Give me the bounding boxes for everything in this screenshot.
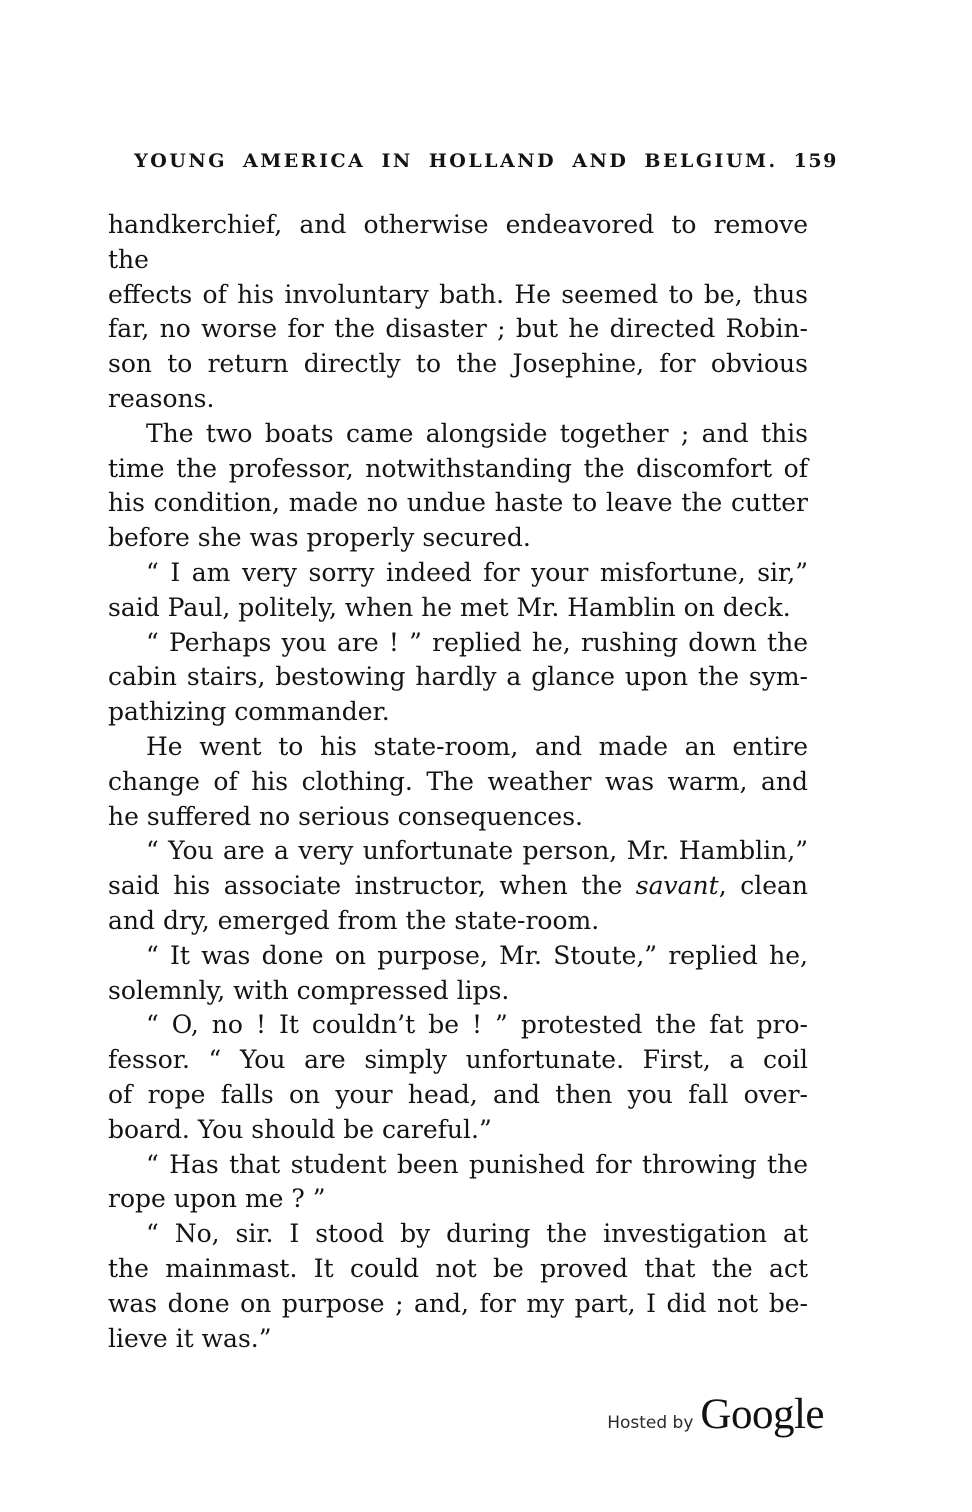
text-line: [108, 626, 808, 661]
text-segment: he suffered no serious consequences.: [108, 801, 583, 831]
text-segment: change of his clothing. The weather was warm, and: [108, 766, 808, 796]
text-segment: of rope falls on your head, and then you fall over-: [108, 1079, 808, 1109]
text-segment: pathizing commander.: [108, 697, 390, 727]
text-segment: The two boats came alongside together ; and this: [146, 418, 808, 448]
text-segment: was done on purpose ; and, for my part, I did not be-: [108, 1288, 808, 1318]
text-line: [108, 1287, 808, 1322]
text-segment: rope upon me ? ”: [108, 1184, 326, 1214]
text-line: [108, 1217, 808, 1252]
text-segment: , clean: [718, 871, 808, 901]
paragraph: [108, 626, 808, 730]
text-line: [108, 521, 808, 556]
text-segment: “ Has that student been punished for throwing the: [146, 1149, 808, 1179]
text-segment: the mainmast. It could not be proved that the act: [108, 1253, 808, 1283]
google-logo: Google: [700, 1391, 824, 1438]
text-segment: “ O, no ! It couldn’t be ! ” protested the fat pro-: [146, 1010, 808, 1040]
text-segment: effects of his involuntary bath. He seemed to be, thus: [108, 279, 808, 309]
text-line: [108, 904, 808, 939]
paragraph: [108, 834, 808, 938]
text-line: [108, 730, 808, 765]
text-block: [108, 208, 808, 1356]
paragraph: [108, 730, 808, 834]
text-segment: “ I am very sorry indeed for your misfortune, sir,”: [146, 557, 808, 587]
running-title: YOUNG AMERICA IN HOLLAND AND BELGIUM.: [134, 150, 778, 172]
text-line: [108, 486, 808, 521]
text-segment: lieve it was.”: [108, 1323, 272, 1353]
italic-text: savant: [635, 871, 719, 901]
text-line: [108, 208, 808, 278]
paragraph: [108, 1217, 808, 1356]
text-segment: “ It was done on purpose, Mr. Stoute,” replied he,: [146, 940, 808, 970]
text-line: [108, 1148, 808, 1183]
text-segment: time the professor, notwithstanding the discomfort of: [108, 453, 808, 483]
text-segment: cabin stairs, bestowing hardly a glance upon the sym-: [108, 662, 808, 692]
text-line: [108, 1113, 808, 1148]
text-line: [108, 278, 808, 313]
text-segment: his condition, made no undue haste to leave the cutter: [108, 488, 808, 518]
watermark: [0, 1390, 972, 1439]
text-line: [108, 869, 808, 904]
text-line: [108, 1182, 808, 1217]
paragraph: [108, 556, 808, 626]
text-segment: before she was properly secured.: [108, 523, 531, 553]
text-segment: handkerchief, and otherwise endeavored to remove the: [108, 210, 808, 274]
text-line: [108, 556, 808, 591]
text-line: [108, 1043, 808, 1078]
paragraph: [108, 1008, 808, 1147]
text-line: [108, 1008, 808, 1043]
running-header: [0, 150, 972, 172]
text-segment: said Paul, politely, when he met Mr. Hamblin on deck.: [108, 592, 791, 622]
text-line: [108, 834, 808, 869]
paragraph: [108, 1148, 808, 1218]
text-segment: board. You should be careful.”: [108, 1114, 492, 1144]
paragraph: [108, 208, 808, 417]
text-segment: reasons.: [108, 383, 215, 413]
text-line: [108, 660, 808, 695]
text-line: [108, 312, 808, 347]
text-line: [108, 417, 808, 452]
text-line: [108, 452, 808, 487]
text-line: [108, 800, 808, 835]
text-segment: son to return directly to the Josephine, for obvious: [108, 349, 808, 379]
text-line: [108, 1078, 808, 1113]
paragraph: [108, 939, 808, 1009]
text-line: [108, 1322, 808, 1357]
text-line: [108, 974, 808, 1009]
text-segment: “ You are a very unfortunate person, Mr. Hamblin,”: [146, 836, 808, 866]
text-segment: fessor. “ You are simply unfortunate. First, a coil: [108, 1045, 808, 1075]
text-line: [108, 765, 808, 800]
text-segment: and dry, emerged from the state-room.: [108, 905, 600, 935]
text-line: [108, 1252, 808, 1287]
text-segment: “ Perhaps you are ! ” replied he, rushing down the: [146, 627, 808, 657]
text-segment: He went to his state-room, and made an entire: [146, 731, 808, 761]
hosted-by-label: Hosted by: [607, 1413, 694, 1433]
text-segment: said his associate instructor, when the: [108, 871, 636, 901]
page-number: 159: [793, 150, 838, 172]
text-line: [108, 695, 808, 730]
paragraph: [108, 417, 808, 556]
text-line: [108, 939, 808, 974]
text-segment: solemnly, with compressed lips.: [108, 975, 510, 1005]
text-line: [108, 591, 808, 626]
text-line: [108, 382, 808, 417]
text-segment: far, no worse for the disaster ; but he directed Robin-: [108, 314, 808, 344]
text-line: [108, 347, 808, 382]
text-segment: “ No, sir. I stood by during the investigation at: [146, 1219, 808, 1249]
